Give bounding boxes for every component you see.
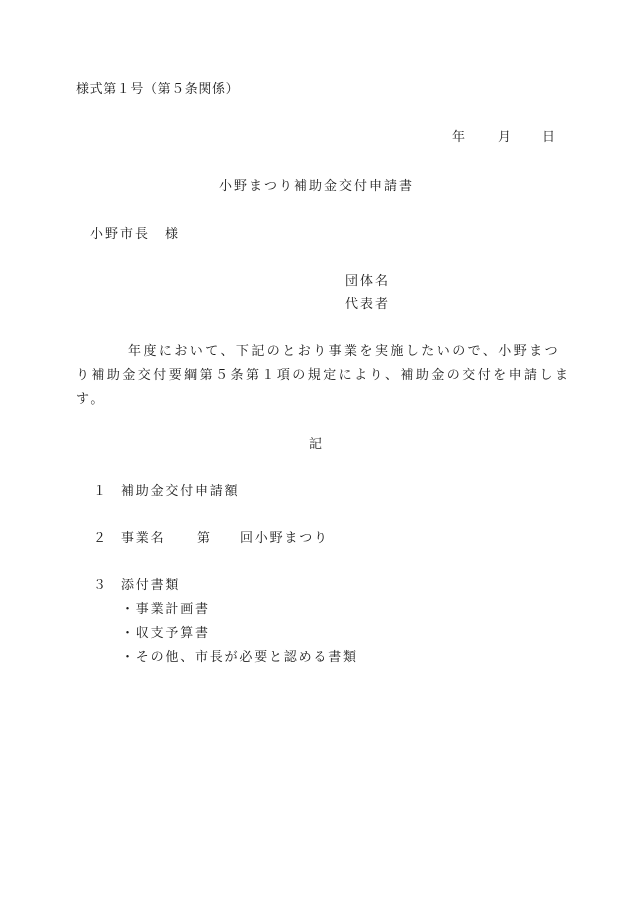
body-line: 年度において、下記のとおり事業を実施したいので、小野まつ bbox=[128, 344, 561, 359]
date-year-label: 年 bbox=[452, 130, 467, 145]
item-number: １ bbox=[93, 484, 107, 499]
organization-name-label: 団体名 bbox=[345, 274, 391, 289]
form-number: 様式第１号（第５条関係） bbox=[76, 82, 240, 97]
date-month-label: 月 bbox=[498, 130, 513, 145]
date-day-label: 日 bbox=[542, 130, 557, 145]
item-attachments-label: 添付書類 bbox=[121, 578, 181, 593]
item-project-dai-label: 第 bbox=[197, 531, 212, 546]
body-line: す。 bbox=[76, 392, 106, 407]
item-number: ２ bbox=[93, 531, 107, 546]
attachment-item: ・事業計画書 bbox=[121, 602, 210, 617]
item-project-kai-label: 回小野まつり bbox=[240, 531, 329, 546]
item-subsidy-amount-label: 補助金交付申請額 bbox=[121, 484, 240, 499]
ki-heading: 記 bbox=[309, 437, 324, 452]
attachment-item: ・その他、市長が必要と認める書類 bbox=[121, 650, 358, 665]
attachment-item: ・収支予算書 bbox=[121, 626, 210, 641]
item-project-name-label: 事業名 bbox=[121, 531, 166, 546]
addressee: 小野市長 様 bbox=[90, 227, 181, 242]
document-title: 小野まつり補助金交付申請書 bbox=[219, 179, 415, 194]
body-line: り補助金交付要綱第５条第１項の規定により、補助金の交付を申請しま bbox=[76, 368, 571, 383]
representative-label: 代表者 bbox=[345, 297, 391, 312]
item-number: ３ bbox=[93, 578, 107, 593]
application-body-text bbox=[76, 340, 571, 412]
